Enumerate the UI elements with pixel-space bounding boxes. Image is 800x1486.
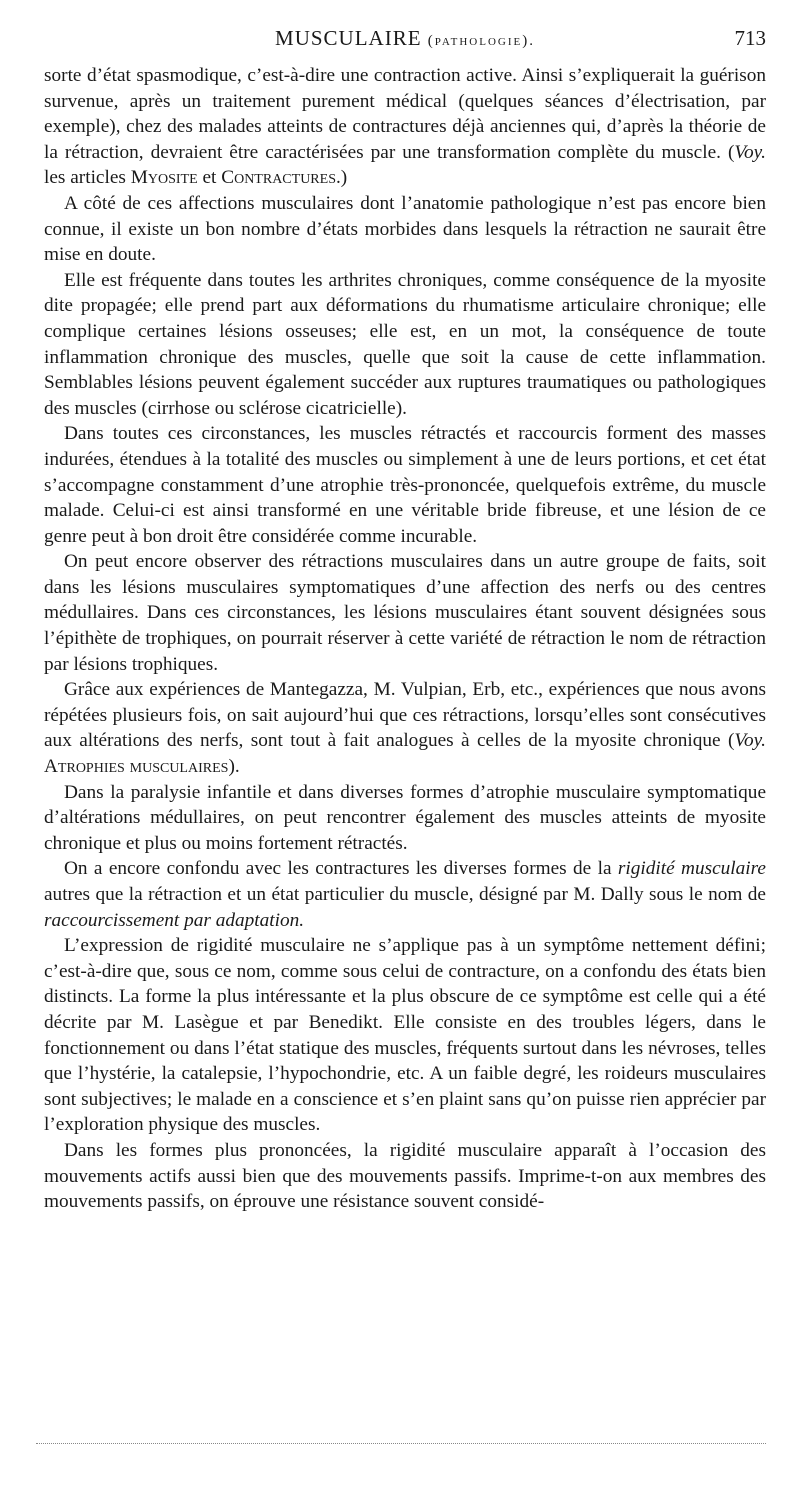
running-title-sub: (pathologie). xyxy=(427,33,535,49)
text-span: On a encore confondu avec les contractures les diverses formes de la xyxy=(64,858,618,880)
italic-span: Voy. xyxy=(734,730,766,752)
text-span: On peut encore observer des rétractions musculaires dans un autre groupe de faits, soit dans les lésions musculaires symptomatiques d’une affection des nerfs ou des centres médullaires. Dans ces circonstances, les lésions musculaires étant souvent désignées sous l’épithète de trophiques, on pourrait réserver à cette variété de rétraction le nom de rétraction par lésions trophiques. xyxy=(44,551,766,675)
text-span: Dans la paralysie infantile et dans diverses formes d’atrophie musculaire symptomatique d’altérations médullaires, on peut rencontrer également des muscles atteints de myosite chronique et plus ou moins fortement rétractés. xyxy=(44,781,766,854)
footer-dotted-rule xyxy=(36,1443,766,1446)
text-span: A côté de ces affections musculaires dont l’anatomie pathologique n’est pas encore bien connue, il existe un bon nombre d’états morbides dans lesquels la rétraction ne saurait être mise en doute. xyxy=(44,192,766,266)
text-span: les articles xyxy=(44,167,131,189)
text-span: sorte d’état spasmodique, c’est-à-dire une contraction active. Ainsi s’expliquerait la guérison survenue, après un traitement purement médical (quelques séances d’électrisation, par exemple), chez des malades atteints de contractures déjà anciennes qui, d’après la théorie de la rétraction, devraient être caractérisées par une transformation complète du muscle. ( xyxy=(44,65,766,163)
text-span: Grâce aux expériences de Mantegazza, M. Vulpian, Erb, etc., expériences que nous avons répétées plusieurs fois, on sait aujourd’hui que ces rétractions, lorsqu’elles sont consécutives aux altérations des nerfs, sont tout à fait analogues à celles de la myosite chronique ( xyxy=(44,679,766,752)
text-span: et xyxy=(197,167,222,189)
paragraph xyxy=(44,856,766,933)
body-text xyxy=(44,63,766,1215)
paragraph xyxy=(44,549,766,677)
paragraph xyxy=(44,1138,766,1215)
running-title xyxy=(44,26,766,51)
text-span: autres que la rétraction et un état particulier du muscle, désigné par M. Dally sous le nom de xyxy=(44,884,766,905)
running-header xyxy=(44,26,766,56)
small-caps-span: Atrophies musculaires xyxy=(44,756,229,778)
text-span: ). xyxy=(228,756,240,778)
italic-span: Voy. xyxy=(734,141,766,163)
text-span: L’expression de rigidité musculaire ne s’applique pas à un symptôme nettement défini; c’est-à-dire que, sous ce nom, comme sous celui de contracture, on a confondu des états bien distincts. La forme la plus intéressante et la plus obscure de ce symptôme est celle qui a été décrite par M. Lasègue et par Benedikt. Elle consiste en des troubles légers, dans le fonctionnement ou dans l’état statique des muscles, fréquents surtout dans les névroses, telles que l’hystérie, la catalepsie, l’hypochondrie, etc. A un faible degré, les roideurs musculaires sont subjectives; le malade en a conscience et s’en plaint sans qu’on puisse rien apprécier par l’exploration physique des muscles. xyxy=(44,935,766,1136)
paragraph xyxy=(44,191,766,268)
text-span: Dans les formes plus prononcées, la rigidité musculaire apparaît à l’occasion des mouvements actifs aussi bien que des mouvements passifs. Imprime-t-on aux membres des mouvements passifs, on éprouve une résistance souvent considé- xyxy=(44,1139,766,1213)
page-number: 713 xyxy=(734,26,766,50)
italic-span: raccourcissement par adaptation. xyxy=(44,909,305,931)
small-caps-span: Myosite xyxy=(130,167,198,189)
paragraph xyxy=(44,421,766,549)
italic-span: rigidité musculaire xyxy=(617,858,766,880)
paragraph xyxy=(44,63,766,191)
paragraph xyxy=(44,677,766,779)
small-caps-span: Contractures xyxy=(221,167,336,189)
paragraph xyxy=(44,933,766,1138)
paragraph xyxy=(44,780,766,857)
text-span: Elle est fréquente dans toutes les arthrites chroniques, comme conséquence de la myosite dite propagée; elle prend part aux déformations du rhumatisme articulaire chronique; elle complique certaines lésions osseuses; elle est, en un mot, la conséquence de toute inflammation chronique des muscles, quelle que soit la cause de cette inflammation. Semblables lésions peuvent également succéder aux ruptures traumatiques ou pathologiques des muscles (cirrhose ou sclérose cicatricielle). xyxy=(44,269,766,419)
text-span: .) xyxy=(335,167,348,189)
paragraph xyxy=(44,268,766,422)
text-span: Dans toutes ces circonstances, les muscles rétractés et raccourcis forment des masses indurées, étendues à la totalité des muscles ou simplement à une de leurs portions, et cet état s’accompagne constamment d’une atrophie très-prononcée, quelquefois extrême, du muscle malade. Celui-ci est ainsi transformé en une véritable bride fibreuse, et une lésion de ce genre peut à bon droit être considérée comme incurable. xyxy=(44,423,766,547)
running-title-main: MUSCULAIRE xyxy=(275,26,422,50)
